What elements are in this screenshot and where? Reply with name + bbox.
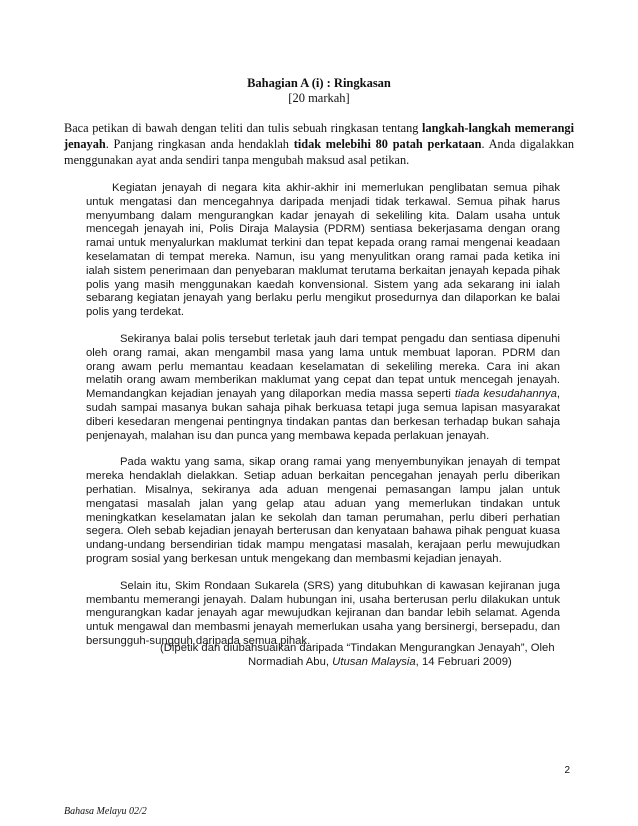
passage-paragraph-2: [86, 333, 560, 443]
footer-text: Bahasa Melayu 02/2: [64, 806, 147, 817]
source-author: Normadiah Abu,: [248, 656, 333, 668]
section-title: Bahagian A (i) : Ringkasan: [247, 76, 391, 90]
passage-text: , sudah sampai masanya bukan sahaja pihak berkuasa tetapi juga semua lapisan masyarakat diberi kesedaran mengenai pentingnya tindakan pantas dan berkesan terhadap bukan sahaja penjenayah, malahan isu dan punca yang membawa kepada perlakuan jenayah.: [86, 388, 560, 442]
instruction-emphasis: langkah-langkah memerangi jenayah: [64, 121, 574, 151]
source-publication: Utusan Malaysia: [332, 656, 416, 668]
source-citation: [160, 641, 560, 669]
instruction-emphasis: tidak melebihi 80 patah perkataan: [293, 137, 482, 151]
passage-paragraph-4: Selain itu, Skim Rondaan Sukarela (SRS) yang ditubuhkan di kawasan kejiranan juga membantu memerangi jenayah. Dalam hubungan ini, usaha berterusan perlu dilakukan untuk mengurangkan kadar jenayah agar mewujudkan kejiranan dan bandar lebih selamat. Agenda untuk mengawal dan membasmi jenayah memerlukan usaha yang bersinergi, bersepadu, dan bersungguh-sungguh daripada semua pihak.: [86, 579, 560, 647]
source-date: , 14 Februari 2009): [415, 656, 512, 668]
passage-italic: tiada kesudahannya: [454, 388, 557, 401]
section-heading: [0, 76, 638, 106]
instruction-text: [64, 120, 574, 168]
passage-paragraph-1: Kegiatan jenayah di negara kita akhir-akhir ini memerlukan penglibatan semua pihak untuk mengatasi dan mencegahnya daripada menjadi tidak terkawal. Semua pihak harus menyumbang dalam mengurangkan kadar jenayah di sekeliling kita. Dalam usaha untuk mencegah jenayah ini, Polis Diraja Malaysia (PDRM) sentiasa bekerjasama dengan orang ramai untuk menyalurkan maklumat terkini dan tepat kepada orang ramai mengenai keadaan keselamatan di tempat mereka. Namun, isu yang menyulitkan orang ramai pada ketika ini ialah sistem penerimaan dan penyebaran maklumat terutama berkaitan jenayah kepada pihak polis yang masih menggunakan kaedah konvensional. Sistem yang ada sekarang ini ialah sebarang kegiatan jenayah yang berlaku perlu mengikut prosedurnya dan dilaporkan ke balai polis yang terdekat.: [86, 182, 560, 319]
instruction-part: . Anda digalakkan menggunakan ayat anda sendiri tanpa mengubah maksud asal petikan.: [64, 137, 575, 167]
instruction-part: . Panjang ringkasan anda hendaklah: [105, 137, 294, 151]
passage-text: Sekiranya balai polis tersebut terletak jauh dari tempat pengadu dan sentiasa dipenuhi oleh orang ramai, akan mengambil masa yang lama untuk membuat laporan. PDRM dan orang awam perlu memantau keadaan keselamatan di sekeliling mereka. Cara ini akan melatih orang awam memberikan maklumat yang cepat dan tepat untuk mencegah jenayah. Memandangkan kejadian jenayah yang dilaporkan media massa seperti: [86, 332, 560, 401]
section-marks: [20 markah]: [288, 91, 350, 105]
instruction-part: Baca petikan di bawah dengan teliti dan tulis sebuah ringkasan tentang: [64, 121, 423, 135]
source-line-2: [160, 655, 560, 669]
page-number: 2: [564, 765, 570, 776]
passage-paragraph-3: Pada waktu yang sama, sikap orang ramai yang menyembunyikan jenayah di tempat mereka hendaklah dielakkan. Setiap aduan berkaitan pencegahan jenayah perlu diberikan perhatian. Misalnya, sekiranya ada aduan mengenai pemasangan lampu jalan untuk mengatasi masalah jalan yang gelap atau aduan yang memerlukan tindakan untuk meningkatkan keselamatan jalan ke sekolah dan taman perumahan, perlu diberi perhatian segera. Oleh sebab kejadian jenayah berterusan dan kenyataan bahawa pihak penguat kuasa undang-undang bersendirian tidak mampu mengatasi masalah, kerajaan perlu mewujudkan program sosial yang berkesan untuk mengekang dan membasmi kejadian jenayah.: [86, 456, 560, 565]
source-line-1: (Dipetik dan diubahsuaikan daripada “Tindakan Mengurangkan Jenayah”, Oleh: [160, 642, 555, 654]
passage: [86, 182, 560, 662]
